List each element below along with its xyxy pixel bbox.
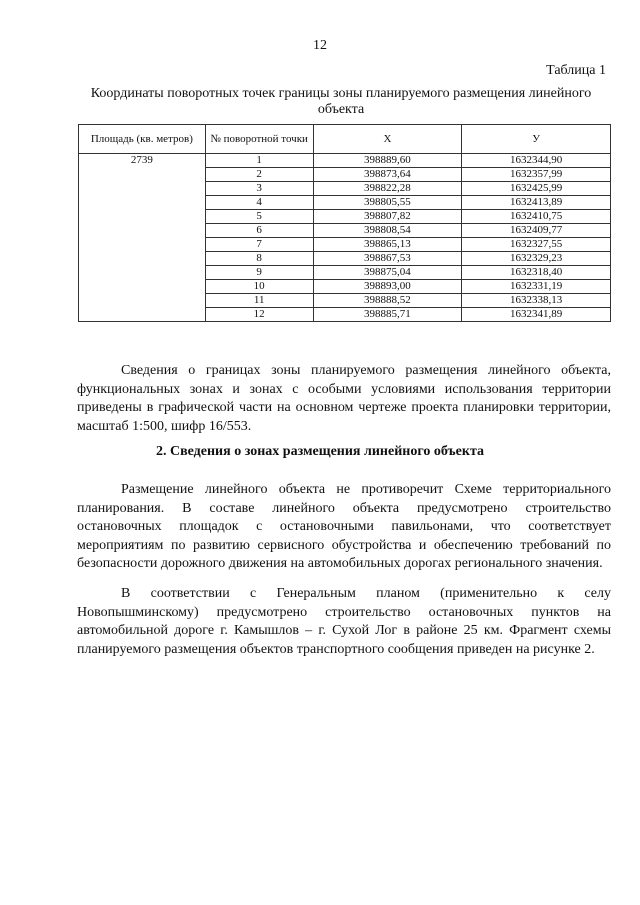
point-number-cell: 1 (205, 154, 313, 168)
y-coordinate-cell: 1632425,99 (462, 182, 611, 196)
point-number-cell: 7 (205, 238, 313, 252)
y-coordinate-cell: 1632341,89 (462, 308, 611, 322)
table-header-row (79, 125, 611, 154)
header-area: Площадь (кв. метров) (79, 125, 206, 154)
table-row (79, 154, 611, 168)
header-x: X (313, 125, 462, 154)
point-number-cell: 12 (205, 308, 313, 322)
y-coordinate-cell: 1632331,19 (462, 280, 611, 294)
point-number-cell: 10 (205, 280, 313, 294)
x-coordinate-cell: 398807,82 (313, 210, 462, 224)
x-coordinate-cell: 398885,71 (313, 308, 462, 322)
point-number-cell: 11 (205, 294, 313, 308)
x-coordinate-cell: 398867,53 (313, 252, 462, 266)
page-number: 12 (313, 38, 327, 53)
y-coordinate-cell: 1632409,77 (462, 224, 611, 238)
y-coordinate-cell: 1632357,99 (462, 168, 611, 182)
x-coordinate-cell: 398875,04 (313, 266, 462, 280)
y-coordinate-cell: 1632327,55 (462, 238, 611, 252)
x-coordinate-cell: 398889,60 (313, 154, 462, 168)
section-title: 2. Сведения о зонах размещения линейного объекта (155, 444, 484, 459)
header-point-number: № поворотной точки (205, 125, 313, 154)
table-body (79, 154, 611, 322)
table-label: Таблица 1 (546, 63, 606, 78)
y-coordinate-cell: 1632338,13 (462, 294, 611, 308)
point-number-cell: 2 (205, 168, 313, 182)
paragraph-boundaries-info: Сведения о границах зоны планируемого размещения линейного объекта, функциональных зонах и зонах с особыми условиями использования территории приведены в графической части на основном чертеже проекта планировки территории, масштаб 1:500, шифр 16/553. (77, 363, 611, 434)
x-coordinate-cell: 398888,52 (313, 294, 462, 308)
x-coordinate-cell: 398873,64 (313, 168, 462, 182)
paragraph-general-plan: В соответствии с Генеральным планом (применительно к селу Новопышминскому) предусмотрено строительство остановочных пунктов на автомобильной дороге г. Камышлов – г. Сухой Лог в районе 25 км. Фрагмент схемы планируемого размещения объектов транспортного сообщения приведен на рисунке 2. (77, 586, 611, 657)
x-coordinate-cell: 398822,28 (313, 182, 462, 196)
y-coordinate-cell: 1632413,89 (462, 196, 611, 210)
point-number-cell: 6 (205, 224, 313, 238)
x-coordinate-cell: 398865,13 (313, 238, 462, 252)
header-y: У (462, 125, 611, 154)
x-coordinate-cell: 398808,54 (313, 224, 462, 238)
y-coordinate-cell: 1632410,75 (462, 210, 611, 224)
point-number-cell: 3 (205, 182, 313, 196)
point-number-cell: 5 (205, 210, 313, 224)
paragraph-placement: Размещение линейного объекта не противоречит Схеме территориального планирования. В составе линейного объекта предусмотрено строительство остановочных площадок с остановочными павильонами, что соответствует мероприятиям по развитию сервисного обустройства и обеспечению требований по безопасности дорожного движения на автомобильных дорогах регионального значения. (77, 482, 611, 571)
coordinates-table (78, 124, 611, 322)
point-number-cell: 9 (205, 266, 313, 280)
x-coordinate-cell: 398893,00 (313, 280, 462, 294)
table-caption: Координаты поворотных точек границы зоны планируемого размещения линейного объекта (90, 86, 592, 117)
y-coordinate-cell: 1632329,23 (462, 252, 611, 266)
point-number-cell: 4 (205, 196, 313, 210)
y-coordinate-cell: 1632344,90 (462, 154, 611, 168)
area-cell: 2739 (79, 154, 206, 322)
x-coordinate-cell: 398805,55 (313, 196, 462, 210)
y-coordinate-cell: 1632318,40 (462, 266, 611, 280)
point-number-cell: 8 (205, 252, 313, 266)
